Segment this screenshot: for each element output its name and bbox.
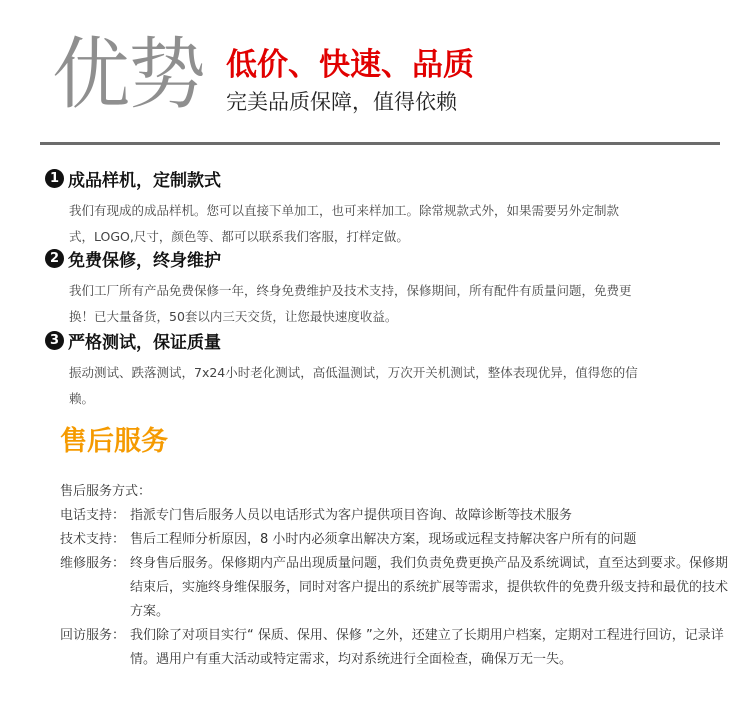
feature-heading bbox=[45, 246, 685, 270]
feature-title: 免费保修，终身维护 bbox=[68, 250, 221, 271]
feature-3 bbox=[45, 328, 685, 412]
service-item-repair bbox=[60, 552, 740, 624]
service-item-visit bbox=[60, 624, 740, 672]
feature-heading bbox=[45, 328, 685, 352]
service-text: 售后工程师分析原因，8 小时内必须拿出解决方案，现场或远程支持解决客户所有的问题 bbox=[130, 532, 637, 547]
service-text: 终身售后服务。保修期内产品出现质量问题，我们负责免费更换产品及系统调试，直至达到要求。保修期结束后，实施终身维保服务，同时对客户提出的系统扩展等需求，提供软件的免费升级支持和最优的技术方案。 bbox=[130, 556, 729, 619]
service-label: 电话支持： bbox=[60, 508, 126, 523]
feature-1 bbox=[45, 166, 685, 250]
service-label: 维修服务： bbox=[60, 556, 126, 571]
service-item-phone bbox=[60, 504, 740, 528]
number-badge-icon: 3 bbox=[45, 331, 64, 350]
feature-2 bbox=[45, 246, 685, 330]
number-badge-icon: 2 bbox=[45, 249, 64, 268]
feature-description: 振动测试、跌落测试，7x24小时老化测试，高低温测试，万次开关机测试，整体表现优异，值得您的信赖。 bbox=[69, 365, 638, 406]
service-intro: 售后服务方式： bbox=[60, 484, 152, 499]
feature-description: 我们工厂所有产品免费保修一年，终身免费维护及技术支持，保修期间，所有配件有质量问题，免费更换！已大量备货，50套以内三天交货，让您最快速度收益。 bbox=[69, 283, 632, 324]
feature-description: 我们有现成的成品样机。您可以直接下单加工，也可来样加工。除常规款式外，如果需要另外定制款式，LOGO,尺寸，颜色等、都可以联系我们客服，打样定做。 bbox=[69, 203, 620, 244]
feature-title: 严格测试，保证质量 bbox=[68, 332, 221, 353]
subslogan: 完美品质保障，值得依赖 bbox=[226, 90, 457, 114]
service-text: 我们除了对项目实行“ 保质、保用、保修 ”之外，还建立了长期用户档案，定期对工程进行回访，记录详情。遇用户有重大活动或特定需求，均对系统进行全面检查，确保万无一失。 bbox=[130, 628, 724, 667]
header bbox=[0, 0, 750, 150]
after-sales-service bbox=[60, 480, 740, 672]
service-label: 技术支持： bbox=[60, 532, 126, 547]
feature-heading bbox=[45, 166, 685, 190]
divider bbox=[40, 142, 720, 145]
slogan: 低价、快速、品质 bbox=[226, 47, 474, 83]
service-label: 回访服务： bbox=[60, 628, 126, 643]
service-text: 指派专门售后服务人员以电话形式为客户提供项目咨询、故障诊断等技术服务 bbox=[130, 508, 573, 523]
feature-title: 成品样机，定制款式 bbox=[68, 170, 221, 191]
after-sales-title: 售后服务 bbox=[60, 426, 168, 457]
page-title: 优势 bbox=[52, 30, 205, 120]
service-item-tech bbox=[60, 528, 740, 552]
number-badge-icon: 1 bbox=[45, 169, 64, 188]
